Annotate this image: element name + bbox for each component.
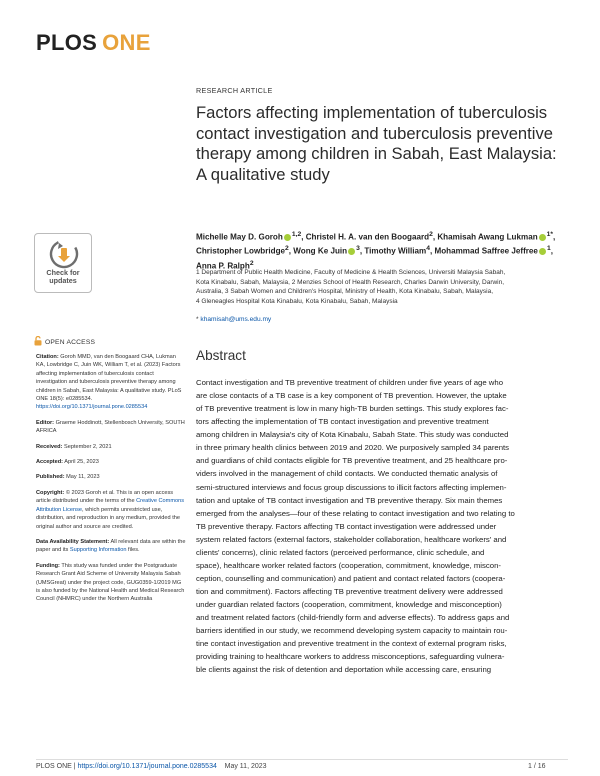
abstract-line: emerged from the analyses—four of these relating to contact investigation and two relating to bbox=[196, 508, 515, 518]
abstract-line: TB preventive therapy. Factors affecting TB contact investigation were addressed under bbox=[196, 521, 497, 531]
author-affiliation-marker: 3 bbox=[356, 245, 360, 253]
citation-text: Goroh MMD, van den Boogaard CHA, Lukman KA, Lowbridge C, Juin WK, William T, et al. (2023) Factors affecting implementation of tuberculosis contact investigation and tuberculosis preventive therapy among children in Sabah, East Malaysia: A qualitative study. PLoS ONE 18(5): e0285534. bbox=[36, 354, 182, 403]
footer-journal: PLOS ONE bbox=[36, 763, 72, 770]
received-text: September 2, 2021 bbox=[62, 443, 112, 450]
copyright-text: © 2023 Goroh et al. This is an open access article distributed under the terms of the bbox=[36, 489, 174, 505]
abstract-line: tors affecting the implementation of TB contact investigation and preventive treatment bbox=[196, 417, 489, 427]
funding-label: Funding: bbox=[36, 562, 60, 569]
open-access-label bbox=[34, 336, 95, 348]
check-for-updates-label bbox=[35, 269, 91, 286]
data-availability-block bbox=[36, 538, 186, 555]
author-name: , Christel H. A. van den Boogaard bbox=[301, 232, 430, 242]
published-block bbox=[36, 473, 186, 481]
journal-logo bbox=[36, 30, 151, 56]
author-name: Michelle May D. Goroh bbox=[196, 232, 283, 242]
check-for-updates-line: Check for bbox=[46, 268, 80, 277]
abstract-line: tion and commitment). Factors affecting TB preventive treatment delivery were addressed bbox=[196, 587, 503, 596]
abstract-line: providing training to healthcare workers to address misconceptions, safeguarding vulnera- bbox=[196, 652, 505, 662]
orcid-icon[interactable] bbox=[284, 234, 291, 241]
abstract-line: of TB preventive treatment is low in many high-TB burden settings. This study explores fac- bbox=[196, 404, 509, 414]
page-footer bbox=[36, 763, 267, 770]
abstract-heading: Abstract bbox=[196, 348, 246, 363]
footer-date: May 11, 2023 bbox=[224, 763, 267, 770]
author-name: , Wong Ke Juin bbox=[288, 246, 348, 256]
published-text: May 11, 2023 bbox=[64, 474, 100, 481]
footer-divider bbox=[36, 759, 568, 760]
accepted-text: April 25, 2023 bbox=[63, 459, 99, 466]
data-availability-text: All relevant data are within the paper and its bbox=[36, 538, 186, 554]
abstract-line: Contact investigation and TB preventive treatment of children under five years of age who bbox=[196, 378, 504, 387]
author-name: , Christopher Lowbridge bbox=[196, 232, 556, 256]
affiliation-line: 1 Department of Public Health Medicine, Faculty of Medicine & Health Sciences, Universiti Malaysia Sabah, bbox=[196, 269, 506, 276]
author-name: , Mohammad Saffree Jeffree bbox=[429, 246, 538, 256]
accepted-label: Accepted: bbox=[36, 459, 64, 466]
page-number: 1 / 16 bbox=[528, 763, 546, 770]
journal-logo-one: ONE bbox=[102, 30, 151, 55]
accepted-block bbox=[36, 458, 186, 466]
funding-text: This study was funded under the Postgraduate Research Grant Aid Scheme of University Malaysia Sabah (UMSGreat) under the project code, GUG0359-1/2019 MG is also funded by the National Health and Medical Research Council (NHMRC) under the Northern Australia bbox=[36, 562, 185, 603]
citation-doi-link[interactable]: https://doi.org/10.1371/journal.pone.0285534 bbox=[36, 404, 148, 411]
author-affiliation-marker: 2 bbox=[249, 259, 254, 267]
open-access-text: OPEN ACCESS bbox=[45, 339, 96, 346]
abstract-line: and treatment related factors (child-friendly form and adverse effects). To address gaps and bbox=[196, 613, 510, 623]
author-affiliation-marker: 1 bbox=[546, 245, 551, 253]
abstract-line: viders involved in the management of child contacts. We conducted thematic analysis of bbox=[196, 469, 498, 479]
author-affiliation-marker: 2 bbox=[285, 245, 289, 253]
abstract-line: and guardians of child contacts eligible for TB preventive treatment, and 25 healthcare pro- bbox=[196, 456, 508, 466]
open-lock-icon bbox=[34, 336, 42, 348]
author-affiliation-marker: 2 bbox=[429, 231, 433, 238]
abstract-line: in three primary health clinics between 2019 and 2020. We purposively sampled 34 parents bbox=[196, 443, 510, 453]
abstract-line: under guardian related factors (cooperation, commitment, knowledge and misconception) bbox=[196, 600, 502, 610]
footer-doi-link[interactable]: https://doi.org/10.1371/journal.pone.0285534 bbox=[77, 763, 217, 770]
editor-label: Editor: bbox=[36, 419, 55, 426]
abstract-line: barriers identified in our study, we recommend developing system capacity to maintain rou- bbox=[196, 626, 508, 636]
email-marker: * bbox=[196, 316, 201, 323]
citation-label: Citation: bbox=[36, 354, 59, 360]
journal-logo-plos: PLOS bbox=[36, 30, 98, 55]
abstract-line: among children in Malaysia's city of Kota Kinabalu, Sabah State. This study was conducted bbox=[196, 430, 509, 440]
abstract-line: system related factors (external factors, stakeholder collaboration, healthcare workers' and bbox=[196, 534, 507, 544]
author-affiliation-marker: 1* bbox=[546, 231, 554, 238]
copyright-block bbox=[36, 489, 186, 531]
abstract-line: space), healthcare worker related factors (cooperation, commitment, knowledge, miscon- bbox=[196, 560, 501, 570]
published-label: Published: bbox=[36, 474, 65, 481]
abstract-line: tine contact investigation and preventive treatment in the context of external program risks, bbox=[196, 639, 507, 649]
data-availability-text-end: files. bbox=[126, 547, 140, 554]
abstract-line: ble clients against the risk of detention and deportation while accessing care, ensuring bbox=[196, 665, 492, 675]
orcid-icon[interactable] bbox=[348, 248, 355, 255]
corresponding-email bbox=[196, 316, 271, 323]
abstract-line: clients' concerns), clinic related factors (perceived performance, clinic schedule, and bbox=[196, 547, 485, 557]
editor-text: Graeme Hoddinott, Stellenbosch University, SOUTH AFRICA bbox=[36, 419, 185, 435]
article-title: Factors affecting implementation of tuberculosis contact investigation and tuberculosis preventive therapy among children in Sabah, East Malaysia: A qualitative study bbox=[196, 103, 557, 184]
author-name: , Khamisah Awang Lukman bbox=[432, 232, 538, 242]
email-link[interactable]: khamisah@ums.edu.my bbox=[200, 316, 272, 323]
license-link[interactable]: Creative Commons Attribution License bbox=[36, 498, 184, 513]
article-metadata-sidebar bbox=[36, 353, 186, 611]
supporting-information-link[interactable]: Supporting Information bbox=[69, 547, 127, 554]
abstract-line: ception, counselling and communication) and patient and contact related factors (coopera- bbox=[196, 573, 506, 583]
abstract-line: semi-structured interviews and focus group discussions to illicit factors affecting implemen- bbox=[196, 482, 507, 492]
check-for-updates-badge[interactable] bbox=[34, 233, 92, 293]
check-for-updates-line: updates bbox=[49, 276, 77, 286]
abstract-body bbox=[196, 376, 568, 676]
orcid-icon[interactable] bbox=[539, 248, 546, 255]
affiliations bbox=[196, 268, 568, 306]
abstract-line: tation and uptake of TB contact investigation and TB preventive therapy. Six main themes bbox=[196, 495, 503, 505]
author-affiliation-marker: 1,2 bbox=[291, 231, 302, 238]
author-list bbox=[196, 229, 568, 272]
funding-block bbox=[36, 562, 186, 604]
footer-separator: | bbox=[71, 763, 78, 770]
author-name: , Timothy William bbox=[359, 246, 427, 256]
received-label: Received: bbox=[36, 443, 63, 450]
copyright-label: Copyright: bbox=[36, 489, 65, 496]
abstract-line: are close contacts of a TB case is a key component of TB prevention. However, the uptake bbox=[196, 391, 507, 401]
affiliation-line: 4 Gleneagles Hospital Kota Kinabalu, Kota Kinabalu, Sabah, Malaysia bbox=[196, 297, 398, 305]
affiliation-line: Kota Kinabalu, Sabah, Malaysia, 2 Menzies School of Health Research, Charles Darwin University, Darwin, bbox=[196, 278, 505, 286]
citation-block bbox=[36, 353, 186, 412]
author-affiliation-marker: 4 bbox=[426, 245, 430, 253]
received-block bbox=[36, 443, 186, 451]
article-type: RESEARCH ARTICLE bbox=[196, 86, 273, 95]
editor-block bbox=[36, 419, 186, 436]
copyright-text-end: , which permits unrestricted use, distribution, and reproduction in any medium, provided the original author and source are credited. bbox=[36, 506, 180, 530]
check-for-updates-icon bbox=[49, 239, 79, 269]
affiliation-line: Australia, 3 Sabah Women and Children's Hospital, Ministry of Health, Kota Kinabalu, Sabah, Malaysia, bbox=[196, 288, 494, 296]
orcid-icon[interactable] bbox=[539, 234, 546, 241]
data-availability-label: Data Availability Statement: bbox=[36, 538, 110, 545]
author-name: , Anna P. Ralph bbox=[196, 246, 553, 271]
